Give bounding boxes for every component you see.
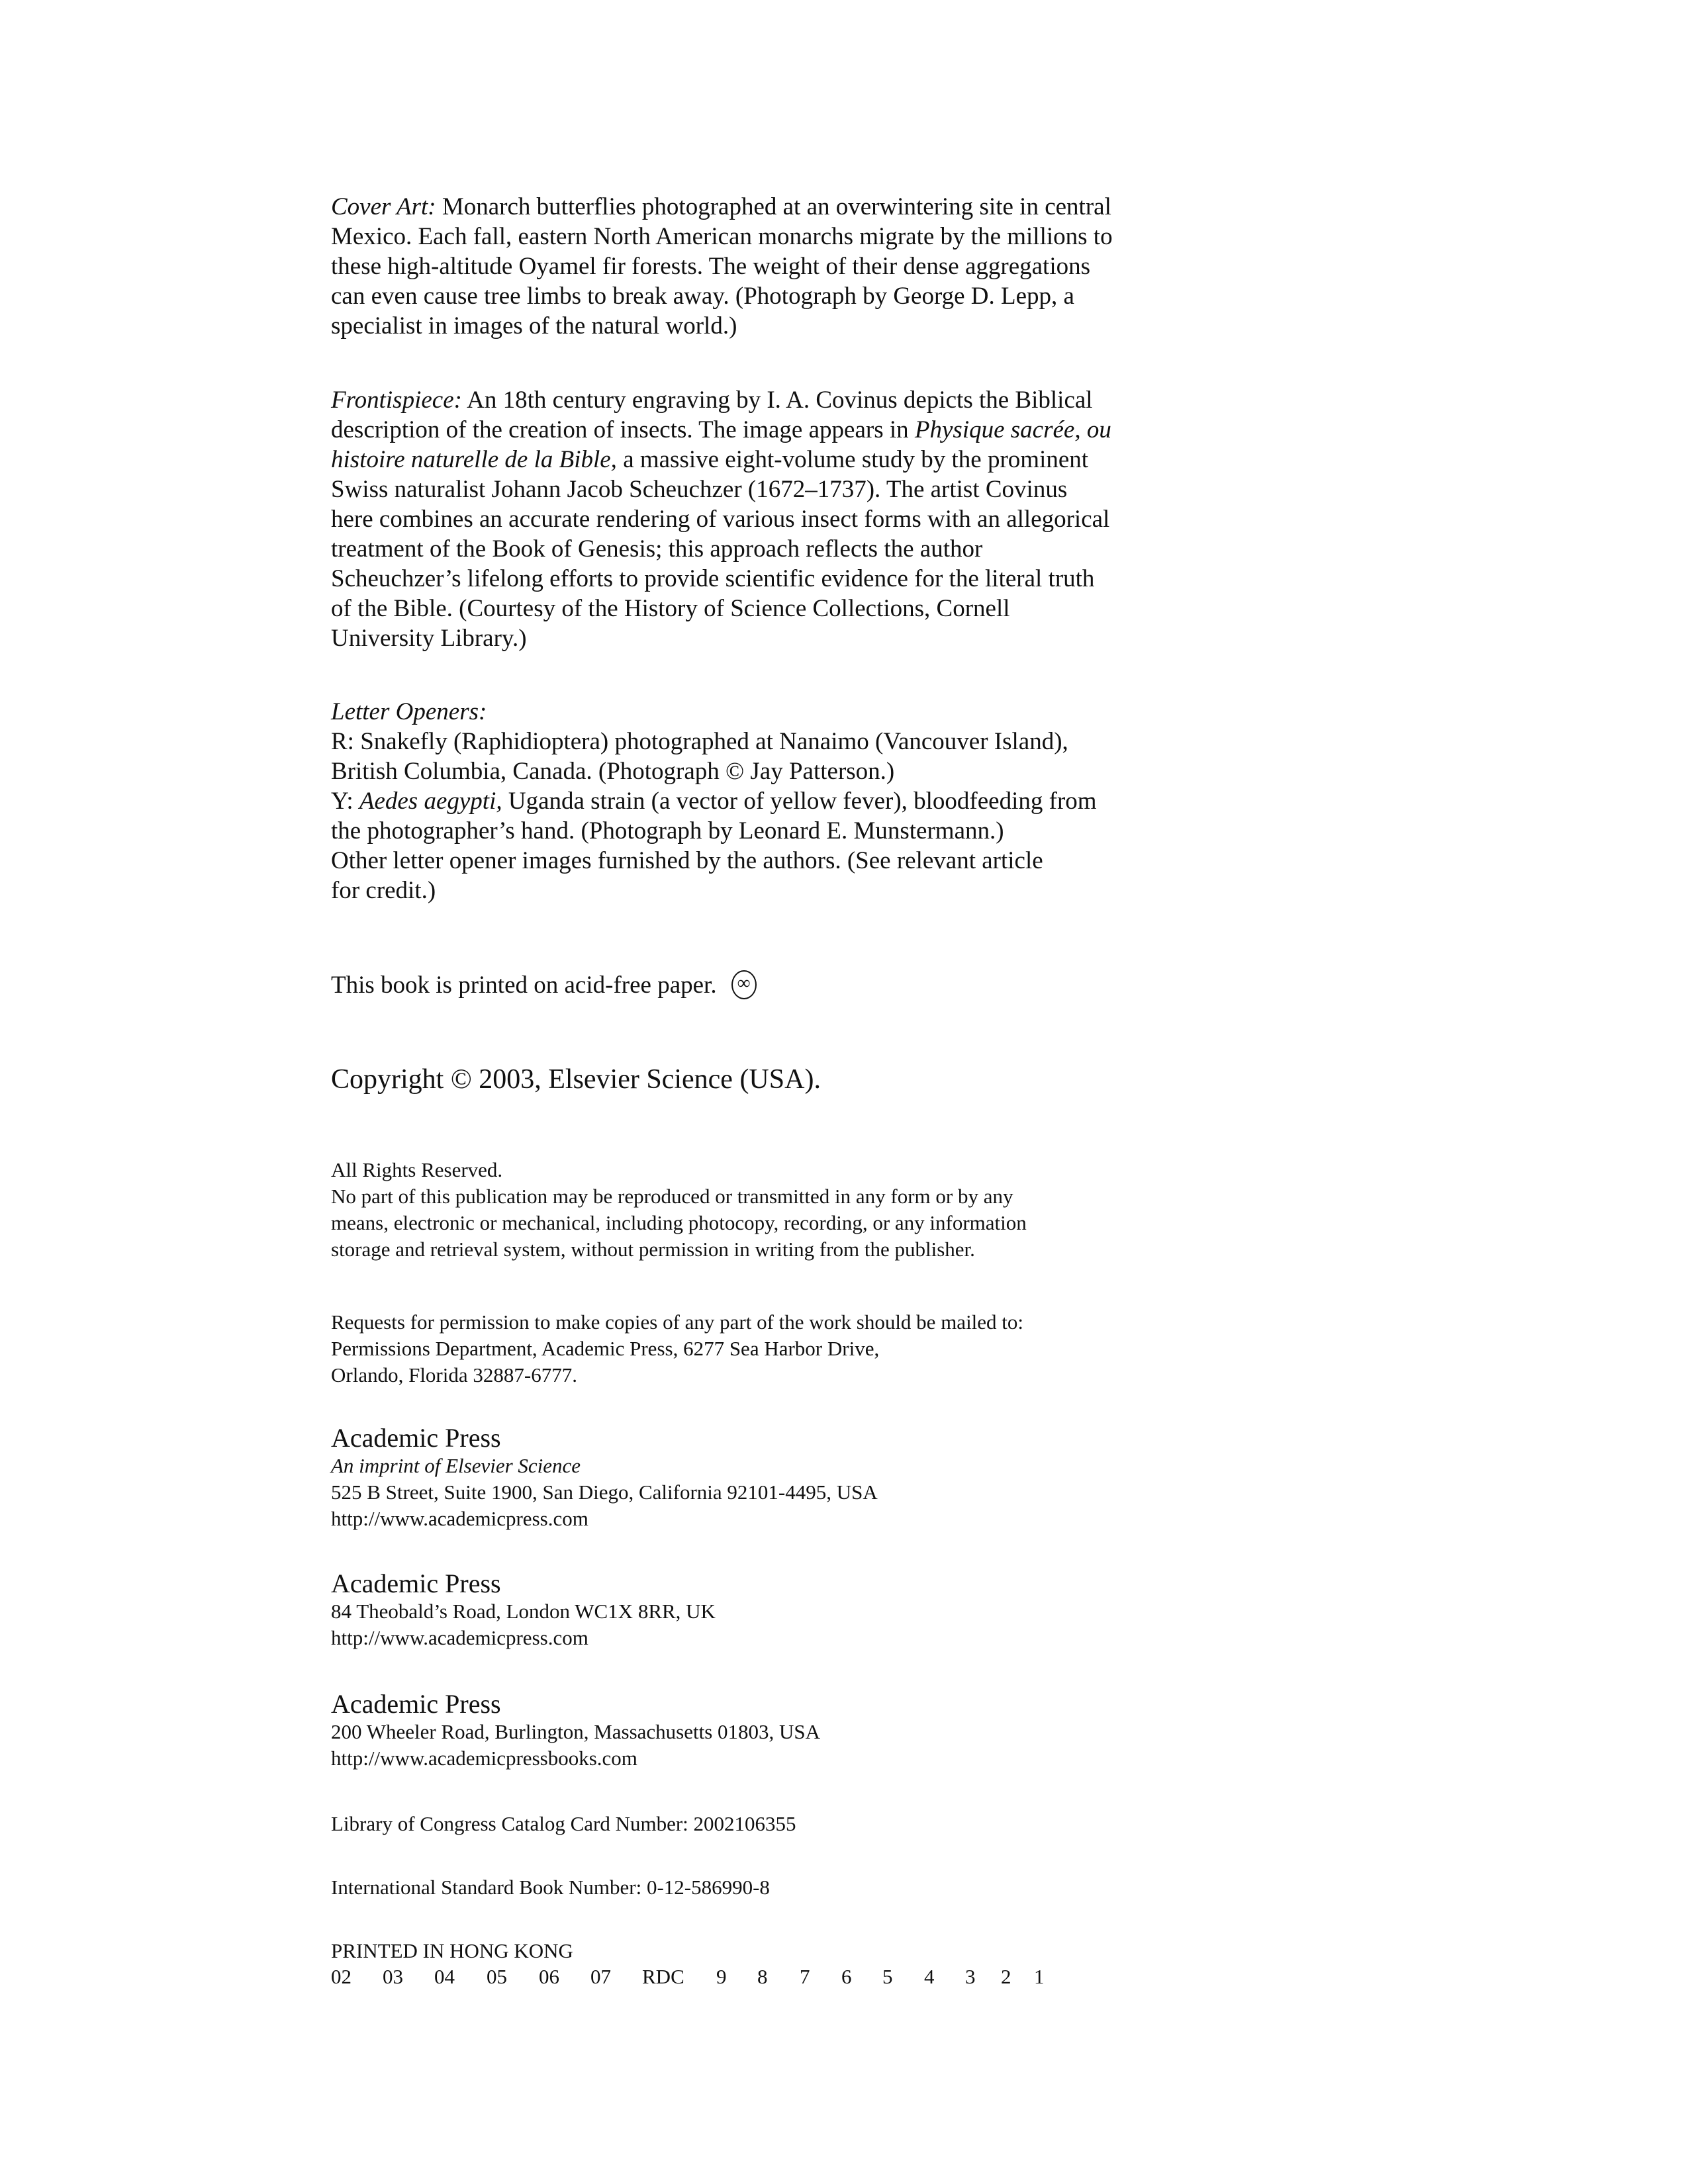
permissions-request [331,1309,1023,1388]
text-line: description of the creation of insects. The image appears in [331,416,915,443]
text-line: treatment of the Book of Genesis; this approach reflects the author [331,535,983,563]
publisher-name: Academic Press [331,1689,501,1719]
print-line-item: 9 [716,1965,727,1988]
text-line: these high-altitude Oyamel fir forests. The weight of their dense aggregations [331,253,1090,280]
infinity-paper-icon: ∞ [731,970,757,999]
species-name: Aedes aegypti, [359,788,502,815]
publisher-imprint: An imprint of Elsevier Science [331,1454,581,1477]
publisher-address: 84 Theobald’s Road, London WC1X 8RR, UK [331,1600,716,1623]
text-line: R: Snakefly (Raphidioptera) photographed at Nanaimo (Vancouver Island), [331,728,1068,755]
print-line-item: 06 [539,1965,559,1988]
print-line-item: 7 [800,1965,810,1988]
text-line: storage and retrieval system, without permission in writing from the publisher. [331,1238,975,1261]
frontispiece-note [331,385,1111,653]
text-line: Y: [331,788,359,815]
text-line: Monarch butterflies photographed at an overwintering site in central [436,193,1111,220]
frontispiece-label: Frontispiece: [331,387,462,414]
print-line-item: 5 [882,1965,893,1988]
text-line: Uganda strain (a vector of yellow fever), bloodfeeding from [502,788,1097,815]
print-line-item: 04 [434,1965,455,1988]
text-line: Orlando, Florida 32887-6777. [331,1363,577,1387]
text-line: of the Bible. (Courtesy of the History of Science Collections, Cornell [331,595,1010,622]
publisher-name: Academic Press [331,1423,501,1453]
print-line-item: 07 [590,1965,611,1988]
acid-free-text: This book is printed on acid-free paper. [331,972,717,999]
publisher-san-diego [331,1424,878,1532]
loc-number: Library of Congress Catalog Card Number: 2002106355 [331,1812,796,1835]
text-line: for credit.) [331,877,436,904]
text-line: University Library.) [331,625,527,652]
publisher-name: Academic Press [331,1569,501,1598]
book-title: histoire naturelle de la Bible, [331,446,617,473]
text-line: Requests for permission to make copies of any part of the work should be mailed to: [331,1310,1024,1334]
isbn: International Standard Book Number: 0-12-586990-8 [331,1876,770,1899]
text-line: Other letter opener images furnished by the authors. (See relevant article [331,847,1043,874]
print-line-item: 3 [965,1965,976,1988]
publisher-burlington [331,1690,820,1772]
cover-art-label: Cover Art: [331,193,436,220]
acid-free-statement [331,970,757,1000]
book-title: Physique sacrée, ou [914,416,1111,443]
printed-in: PRINTED IN HONG KONG [331,1939,573,1962]
publisher-address: 525 B Street, Suite 1900, San Diego, California 92101-4495, USA [331,1480,878,1504]
print-line-item: 8 [757,1965,768,1988]
text-line: An 18th century engraving by I. A. Covinus depicts the Biblical [461,387,1093,414]
print-line-item: 2 [1001,1965,1011,1988]
text-line: Swiss naturalist Johann Jacob Scheuchzer (1672–1737). The artist Covinus [331,476,1068,503]
print-line-item: 02 [331,1965,352,1988]
text-line: All Rights Reserved. [331,1158,503,1181]
text-line: British Columbia, Canada. (Photograph © Jay Patterson.) [331,758,895,785]
publisher-url[interactable]: http://www.academicpress.com [331,1507,588,1530]
copyright: Copyright © 2003, Elsevier Science (USA). [331,1064,821,1095]
print-line-item: 05 [487,1965,507,1988]
text-line: here combines an accurate rendering of various insect forms with an allegorical [331,506,1110,533]
print-line-item: 03 [383,1965,403,1988]
text-line: means, electronic or mechanical, including photocopy, recording, or any information [331,1211,1027,1234]
publisher-url[interactable]: http://www.academicpressbooks.com [331,1747,637,1770]
text-line: No part of this publication may be reproduced or transmitted in any form or by any [331,1185,1013,1208]
publisher-address: 200 Wheeler Road, Burlington, Massachusetts 01803, USA [331,1720,821,1743]
publisher-url[interactable]: http://www.academicpress.com [331,1626,588,1649]
text-line: the photographer’s hand. (Photograph by Leonard E. Munstermann.) [331,817,1004,844]
text-line: a massive eight-volume study by the prominent [616,446,1089,473]
rights-notice [331,1157,1027,1263]
print-line-item: 6 [841,1965,852,1988]
print-line-item: RDC [642,1965,684,1988]
letter-openers-label: Letter Openers: [331,698,487,725]
print-line-item: 1 [1034,1965,1045,1988]
print-line-item: 4 [924,1965,935,1988]
text-line: specialist in images of the natural world.) [331,312,737,340]
letter-openers-note [331,697,1097,905]
cover-art-note [331,192,1113,341]
publisher-london [331,1569,716,1651]
text-line: can even cause tree limbs to break away. (Photograph by George D. Lepp, a [331,283,1074,310]
text-line: Mexico. Each fall, eastern North American monarchs migrate by the millions to [331,223,1113,250]
text-line: Permissions Department, Academic Press, 6277 Sea Harbor Drive, [331,1337,880,1360]
text-line: Scheuchzer’s lifelong efforts to provide scientific evidence for the literal truth [331,565,1095,592]
